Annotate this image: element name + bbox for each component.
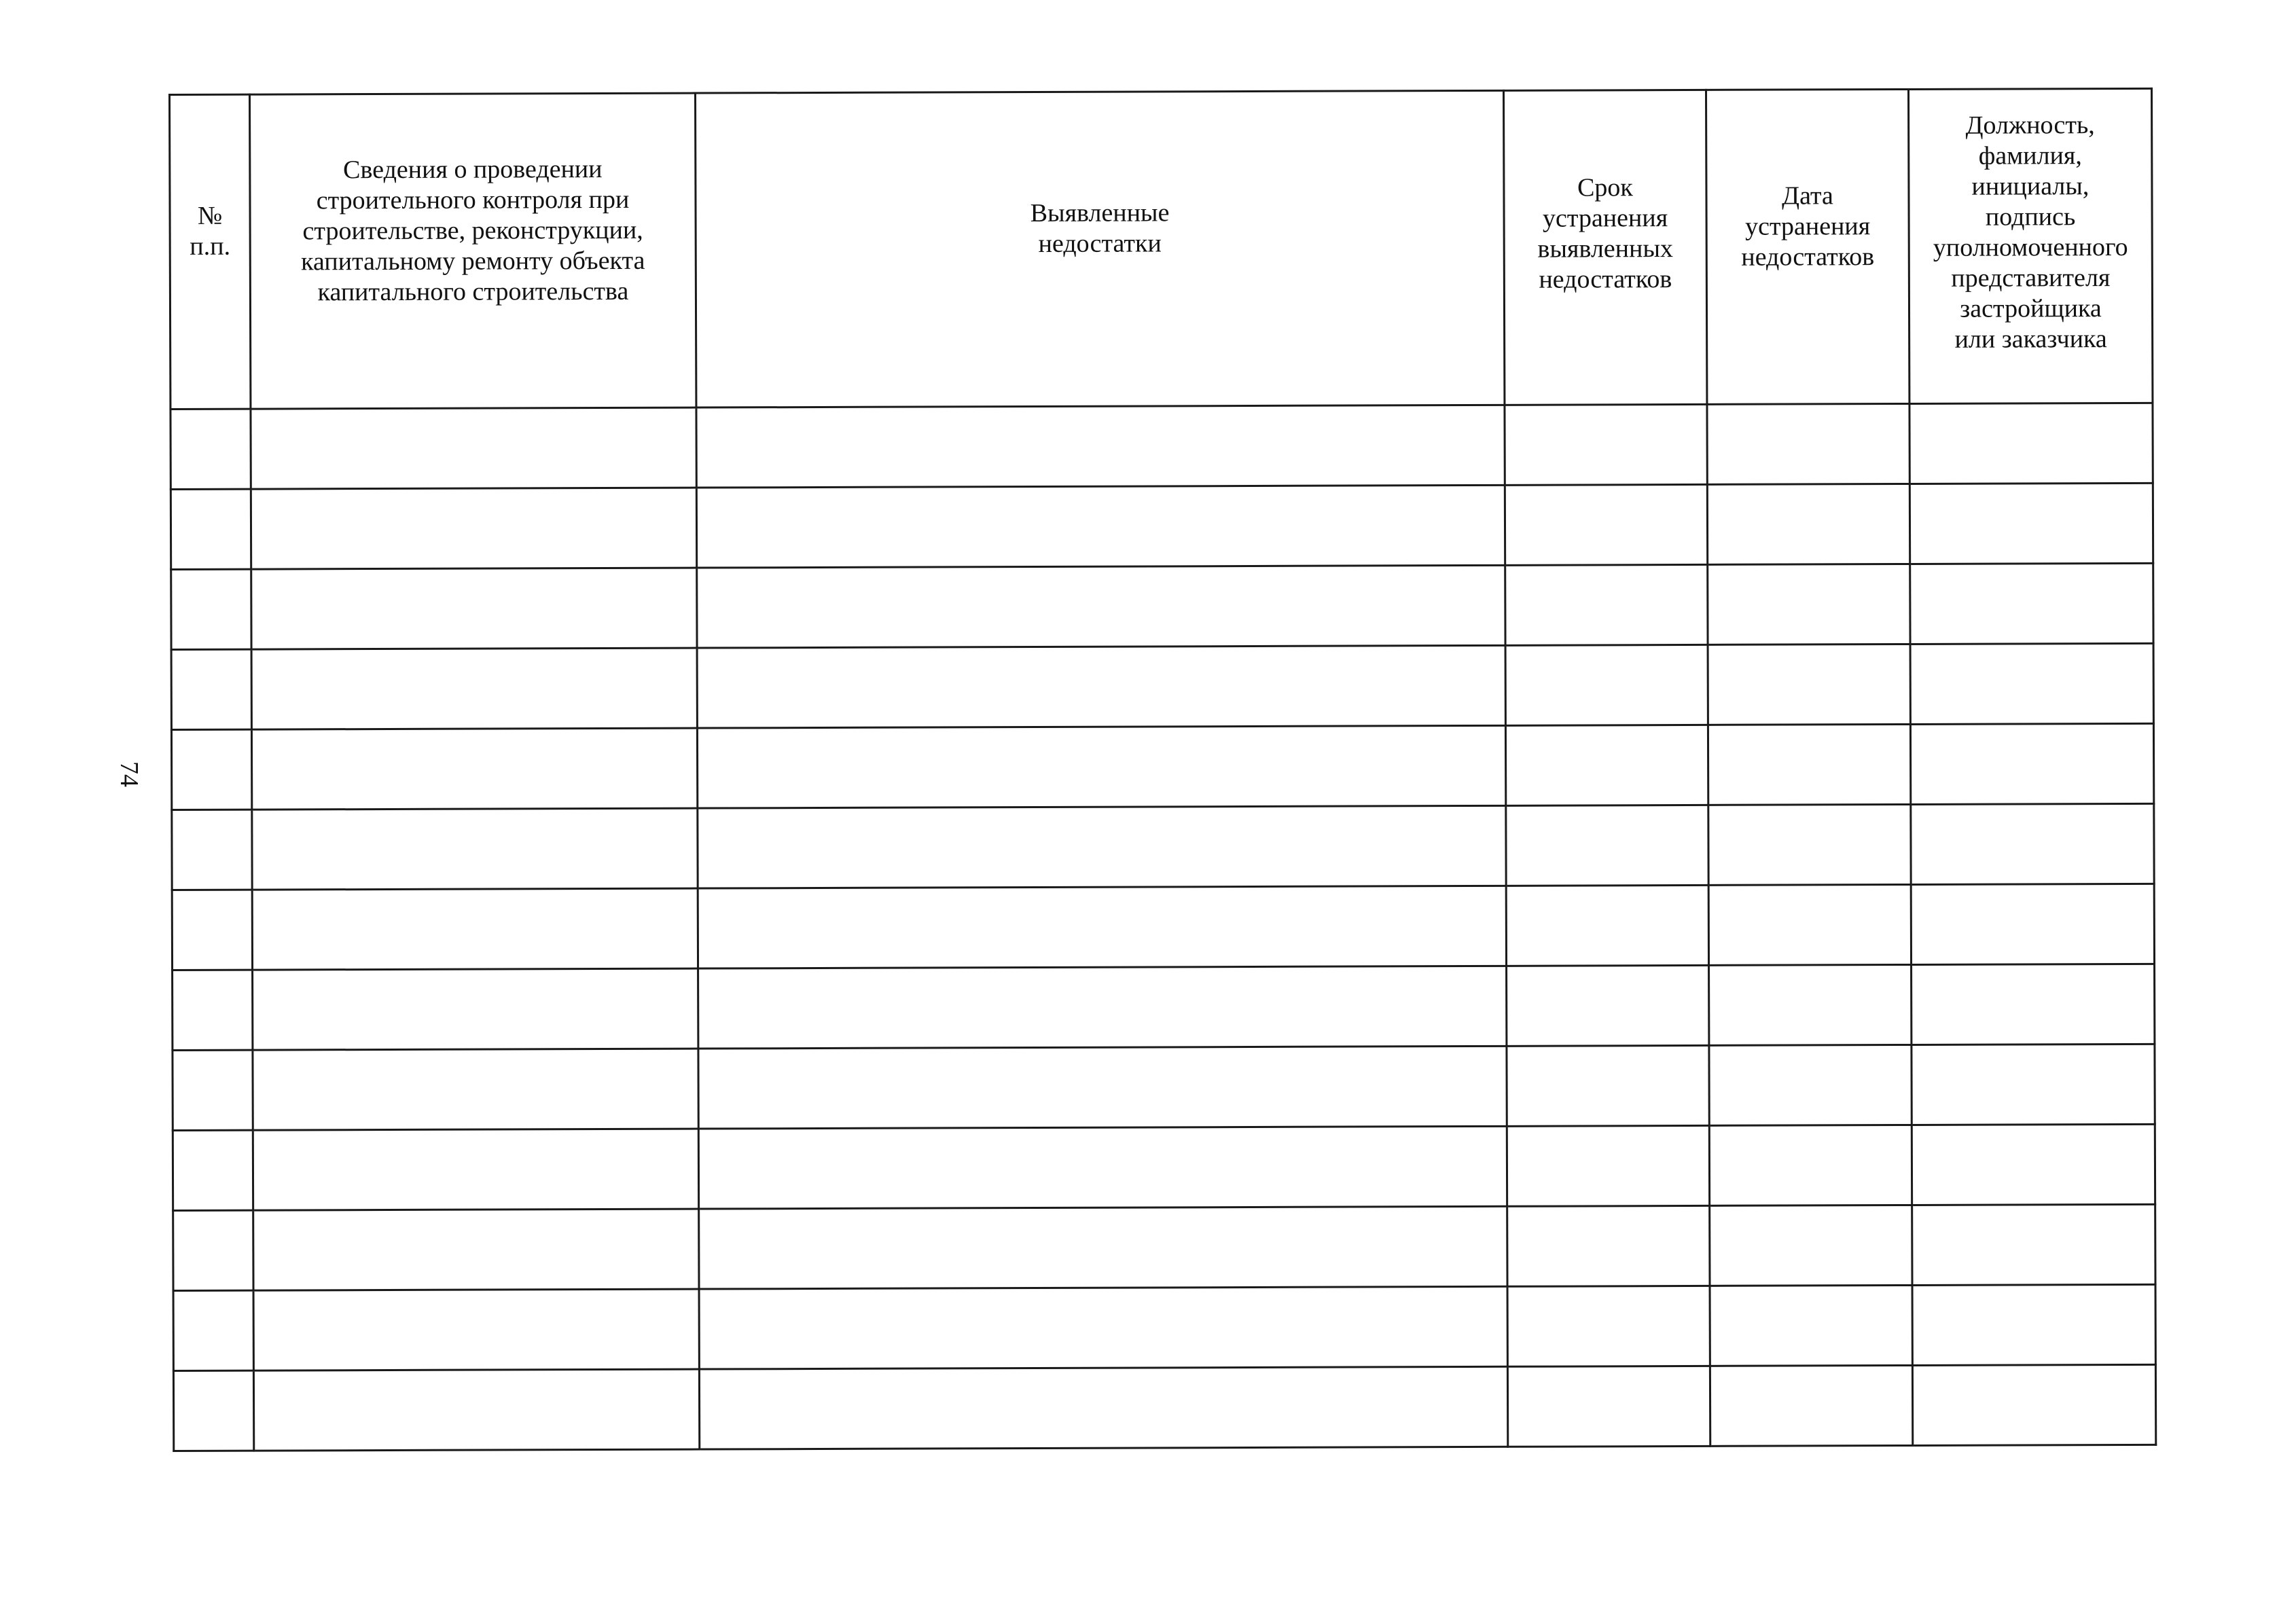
table-row bbox=[173, 1364, 2155, 1451]
table-row bbox=[173, 1044, 2155, 1130]
control-info-cell bbox=[253, 968, 698, 1050]
control-info-cell bbox=[251, 568, 697, 649]
fix-date-cell bbox=[1709, 1045, 1912, 1125]
deadline-cell bbox=[1507, 1366, 1710, 1447]
fix-date-cell bbox=[1708, 644, 1910, 725]
table-row bbox=[171, 483, 2153, 569]
item-number-cell bbox=[171, 729, 251, 810]
item-number-cell bbox=[171, 569, 251, 649]
defects-cell bbox=[698, 1126, 1507, 1209]
control-info-cell bbox=[253, 1209, 699, 1290]
defects-cell bbox=[699, 1206, 1507, 1289]
signature-cell bbox=[1912, 1124, 2155, 1205]
deadline-cell bbox=[1506, 805, 1708, 886]
header-defects-label: Выявленные недостатки bbox=[1030, 198, 1170, 258]
table-row bbox=[171, 723, 2153, 810]
table-row bbox=[173, 1204, 2155, 1290]
signature-cell bbox=[1912, 1284, 2155, 1365]
defects-cell bbox=[698, 1046, 1507, 1129]
header-signature-label: Должность, фамилия, инициалы, подпись уполномоченного представителя застройщика или заказчика bbox=[1933, 111, 2128, 354]
fix-date-cell bbox=[1709, 1125, 1912, 1205]
deadline-cell bbox=[1507, 1045, 1709, 1126]
header-control-info-label: Сведения о проведении строительного контроля при строительстве, реконструкции, капитальному ремонту объекта капитального строительства bbox=[301, 154, 645, 306]
signature-cell bbox=[1910, 723, 2153, 804]
control-info-cell bbox=[251, 407, 696, 489]
fix-date-cell bbox=[1710, 1285, 1912, 1366]
table-row bbox=[171, 643, 2153, 729]
deadline-cell bbox=[1507, 1125, 1709, 1206]
item-number-cell bbox=[171, 489, 251, 569]
table-row bbox=[173, 964, 2155, 1050]
item-number-cell bbox=[173, 1210, 253, 1290]
signature-cell bbox=[1911, 803, 2154, 884]
deadline-cell bbox=[1507, 965, 1709, 1046]
fix-date-cell bbox=[1710, 1365, 1912, 1446]
item-number-cell bbox=[172, 810, 252, 890]
signature-cell bbox=[1910, 643, 2153, 724]
control-info-cell bbox=[253, 1369, 699, 1451]
control-info-cell bbox=[252, 808, 698, 890]
control-info-cell bbox=[253, 1289, 699, 1370]
fix-date-cell bbox=[1708, 884, 1911, 965]
item-number-cell bbox=[171, 649, 251, 729]
signature-cell bbox=[1912, 1044, 2155, 1125]
item-number-cell bbox=[173, 1050, 253, 1130]
signature-cell bbox=[1909, 403, 2153, 484]
defects-cell bbox=[697, 565, 1505, 648]
signature-cell bbox=[1911, 884, 2154, 964]
fix-date-cell bbox=[1707, 484, 1909, 564]
header-row bbox=[170, 88, 2153, 409]
signature-cell bbox=[1912, 964, 2155, 1045]
header-control-info bbox=[250, 93, 696, 409]
deadline-cell bbox=[1505, 564, 1708, 645]
table-row bbox=[172, 884, 2154, 970]
table-body bbox=[171, 403, 2156, 1451]
signature-cell bbox=[1912, 1204, 2155, 1285]
table-row bbox=[171, 403, 2153, 489]
deadline-cell bbox=[1505, 404, 1707, 485]
inspection-register-table bbox=[168, 88, 2157, 1452]
signature-cell bbox=[1912, 1364, 2155, 1445]
control-info-cell bbox=[251, 488, 696, 569]
deadline-cell bbox=[1505, 644, 1708, 725]
item-number-cell bbox=[173, 1130, 253, 1210]
fix-date-cell bbox=[1708, 804, 1911, 885]
control-info-cell bbox=[253, 1129, 698, 1210]
table-row bbox=[172, 803, 2154, 890]
fix-date-cell bbox=[1710, 1205, 1912, 1286]
fix-date-cell bbox=[1709, 964, 1912, 1045]
table-row bbox=[171, 563, 2153, 649]
item-number-cell bbox=[172, 890, 252, 970]
defects-cell bbox=[699, 1286, 1507, 1369]
header-defects bbox=[696, 90, 1505, 407]
page-number: 74 bbox=[115, 761, 143, 787]
item-number-cell bbox=[173, 1370, 253, 1451]
header-fix-date-label: Дата устранения недостатков bbox=[1741, 181, 1875, 272]
table-row bbox=[173, 1124, 2155, 1210]
fix-date-cell bbox=[1708, 724, 1910, 805]
item-number-cell bbox=[173, 1290, 253, 1370]
table-row bbox=[173, 1284, 2155, 1370]
control-info-cell bbox=[251, 648, 697, 729]
defects-cell bbox=[697, 645, 1505, 728]
header-deadline-label: Срок устранения выявленных недостатков bbox=[1537, 173, 1674, 294]
defects-cell bbox=[698, 966, 1507, 1049]
defects-cell bbox=[697, 725, 1505, 808]
table-header bbox=[170, 88, 2153, 409]
header-item-number bbox=[170, 94, 251, 409]
deadline-cell bbox=[1507, 1286, 1710, 1366]
defects-cell bbox=[698, 805, 1506, 888]
header-signature bbox=[1908, 88, 2152, 403]
control-info-cell bbox=[253, 1049, 698, 1130]
control-info-cell bbox=[251, 728, 697, 810]
header-item-number-label: № п.п. bbox=[190, 201, 231, 261]
item-number-cell bbox=[173, 970, 253, 1050]
defects-cell bbox=[699, 1366, 1507, 1449]
deadline-cell bbox=[1505, 725, 1708, 805]
header-fix-date bbox=[1706, 89, 1909, 404]
deadline-cell bbox=[1507, 1205, 1710, 1286]
defects-cell bbox=[696, 485, 1505, 568]
item-number-cell bbox=[171, 409, 251, 489]
deadline-cell bbox=[1506, 885, 1708, 966]
control-info-cell bbox=[252, 888, 698, 970]
fix-date-cell bbox=[1708, 564, 1910, 644]
header-deadline bbox=[1503, 90, 1706, 405]
signature-cell bbox=[1910, 563, 2153, 644]
signature-cell bbox=[1909, 483, 2153, 564]
defects-cell bbox=[698, 886, 1506, 968]
deadline-cell bbox=[1505, 484, 1707, 565]
defects-cell bbox=[696, 405, 1505, 488]
fix-date-cell bbox=[1707, 403, 1909, 484]
